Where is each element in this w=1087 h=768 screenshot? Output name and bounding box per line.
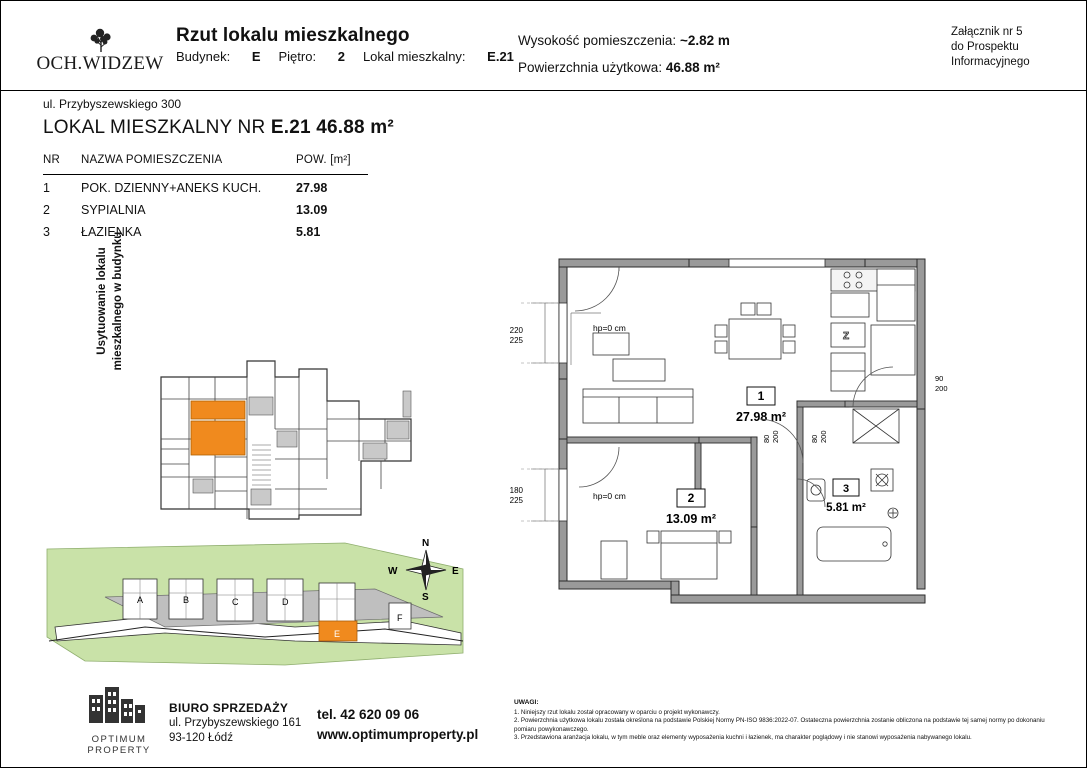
floor-value: 2 bbox=[337, 49, 345, 64]
svg-text:1: 1 bbox=[757, 389, 765, 403]
contact-block bbox=[317, 705, 478, 745]
unit-title-prefix: LOKAL MIESZKALNY NR bbox=[43, 117, 266, 138]
apartment-floorplan bbox=[501, 241, 1071, 641]
site-block-b: B bbox=[183, 595, 190, 605]
site-block-e: E bbox=[334, 629, 341, 639]
svg-text:3: 3 bbox=[842, 483, 850, 495]
row-name: SYPIALNIA bbox=[81, 203, 146, 217]
notes-block bbox=[514, 699, 1059, 743]
row-nr: 2 bbox=[43, 203, 50, 217]
sales-office-title: BIURO SPRZEDAŻY bbox=[169, 701, 289, 715]
building-logo-icon bbox=[59, 683, 179, 725]
col-header-name: NAZWA POMIESZCZENIA bbox=[81, 154, 223, 166]
compass-rose-icon bbox=[386, 534, 466, 604]
compass-w: W bbox=[388, 566, 398, 577]
svg-text:27.98 m²: 27.98 m² bbox=[735, 410, 787, 424]
col-header-nr: NR bbox=[43, 154, 61, 166]
note-item: 2. Powierzchnia użytkowa lokalu została określona na podstawie Polskiej Normy PN-ISO 9836:2022-07. Ostateczna powierzchnia zostanie obliczona na podstawie tej samej normy po dokonaniu pomiaru powykonawczego. bbox=[514, 717, 1045, 733]
window-dim-225b: 225 bbox=[509, 496, 523, 505]
note-item: 1. Niniejszy rzut lokalu został opracowany w oparciu o projekt wykonawczy. bbox=[514, 708, 720, 716]
height-value: ~2.82 m bbox=[679, 33, 730, 48]
site-block-d: D bbox=[282, 597, 289, 607]
contact-website[interactable]: www.optimumproperty.pl bbox=[317, 727, 479, 742]
door-dim-90: 90 bbox=[935, 374, 944, 383]
table-row bbox=[43, 177, 368, 199]
svg-text:13.09 m²: 13.09 m² bbox=[665, 512, 717, 526]
table-header-row bbox=[43, 149, 368, 171]
sales-office-block bbox=[169, 701, 301, 746]
footer-logo-text: OPTIMUM PROPERTY bbox=[87, 734, 151, 756]
room-3-marker bbox=[826, 479, 866, 514]
window-dim-180: 180 bbox=[509, 486, 523, 495]
door-dim-200b: 200 bbox=[771, 430, 780, 443]
note-item: 3. Przedstawiona aranżacja lokalu, w tym meble oraz elementy wyposażenia kuchni i łazienek, ma charakter poglądowy i nie stanowi wyposażenia nabywanego lokalu. bbox=[514, 734, 972, 742]
compass-s: S bbox=[422, 592, 429, 603]
building-locator-plan bbox=[149, 349, 414, 529]
kitchen-mark-z: Z bbox=[843, 331, 850, 342]
compass-n: N bbox=[422, 538, 430, 549]
room-1-marker bbox=[736, 387, 786, 424]
window-dim-225: 225 bbox=[509, 336, 523, 345]
door-label-hp-2: hp=0 cm bbox=[593, 491, 626, 501]
building-label: Budynek: bbox=[176, 49, 231, 64]
unit-title bbox=[43, 117, 394, 139]
contact-phone: tel. 42 620 09 06 bbox=[317, 707, 420, 722]
svg-text:2: 2 bbox=[687, 491, 695, 505]
sales-office-city: 93-120 Łódź bbox=[169, 732, 233, 744]
highlighted-unit bbox=[191, 401, 245, 455]
row-nr: 1 bbox=[43, 181, 50, 195]
unit-area: 46.88 m² bbox=[316, 117, 394, 138]
unit-address: ul. Przybyszewskiego 300 bbox=[43, 97, 182, 111]
site-block-a: A bbox=[137, 595, 144, 605]
table-row bbox=[43, 221, 368, 243]
room-2-marker bbox=[666, 489, 716, 526]
col-header-pow: POW. [m²] bbox=[296, 154, 351, 166]
height-label: Wysokość pomieszczenia: bbox=[518, 33, 677, 48]
row-name: ŁAZIENKA bbox=[81, 225, 142, 239]
usable-label: Powierzchnia użytkowa: bbox=[518, 60, 663, 75]
annex-line-1: Załącznik nr 5 bbox=[951, 26, 1023, 38]
page-title: Rzut lokalu mieszkalnego bbox=[176, 25, 410, 46]
table-divider bbox=[43, 174, 368, 175]
footer-logo-optimum bbox=[59, 683, 179, 756]
compass-e: E bbox=[452, 566, 459, 577]
locator-label-line2: mieszkalnego w budynku bbox=[112, 231, 124, 371]
row-nr: 3 bbox=[43, 225, 50, 239]
locator-label-line1: Usytuowanie lokalu bbox=[96, 247, 108, 355]
window-dim-220: 220 bbox=[509, 326, 523, 335]
logo-och-widzew bbox=[35, 23, 165, 75]
unit-value: E.21 bbox=[487, 49, 514, 64]
row-pow: 27.98 bbox=[296, 181, 328, 195]
row-pow: 5.81 bbox=[296, 225, 321, 239]
annex-line-3: Informacyjnego bbox=[951, 56, 1030, 68]
row-name: POK. DZIENNY+ANEKS KUCH. bbox=[81, 181, 262, 195]
door-dim-200c: 200 bbox=[819, 430, 828, 443]
annex-line-2: do Prospektu bbox=[951, 41, 1019, 53]
site-block-c: C bbox=[232, 597, 239, 607]
door-dim-200a: 200 bbox=[935, 384, 948, 393]
sales-office-street: ul. Przybyszewskiego 161 bbox=[169, 717, 302, 729]
door-dim-80a: 80 bbox=[762, 434, 771, 443]
header-subline bbox=[176, 49, 532, 64]
row-pow: 13.09 bbox=[296, 203, 328, 217]
annex-reference bbox=[951, 25, 1030, 70]
table-row bbox=[43, 199, 368, 221]
unit-number: E.21 bbox=[270, 117, 311, 138]
usable-value: 46.88 m² bbox=[665, 60, 720, 75]
notes-title: UWAGI: bbox=[514, 699, 539, 706]
unit-label: Lokal mieszkalny: bbox=[362, 49, 466, 64]
document-header bbox=[1, 1, 1087, 91]
door-dim-80b: 80 bbox=[810, 434, 819, 443]
floor-label: Piętro: bbox=[278, 49, 317, 64]
header-specs bbox=[518, 27, 730, 81]
site-block-f: F bbox=[397, 613, 403, 623]
svg-text:5.81 m²: 5.81 m² bbox=[826, 502, 866, 514]
rooms-table bbox=[43, 149, 368, 243]
building-value: E bbox=[251, 49, 261, 64]
door-label-hp-1: hp=0 cm bbox=[593, 323, 626, 333]
tree-icon bbox=[81, 21, 121, 55]
logo-text: OCH.WIDZEW bbox=[36, 53, 164, 74]
